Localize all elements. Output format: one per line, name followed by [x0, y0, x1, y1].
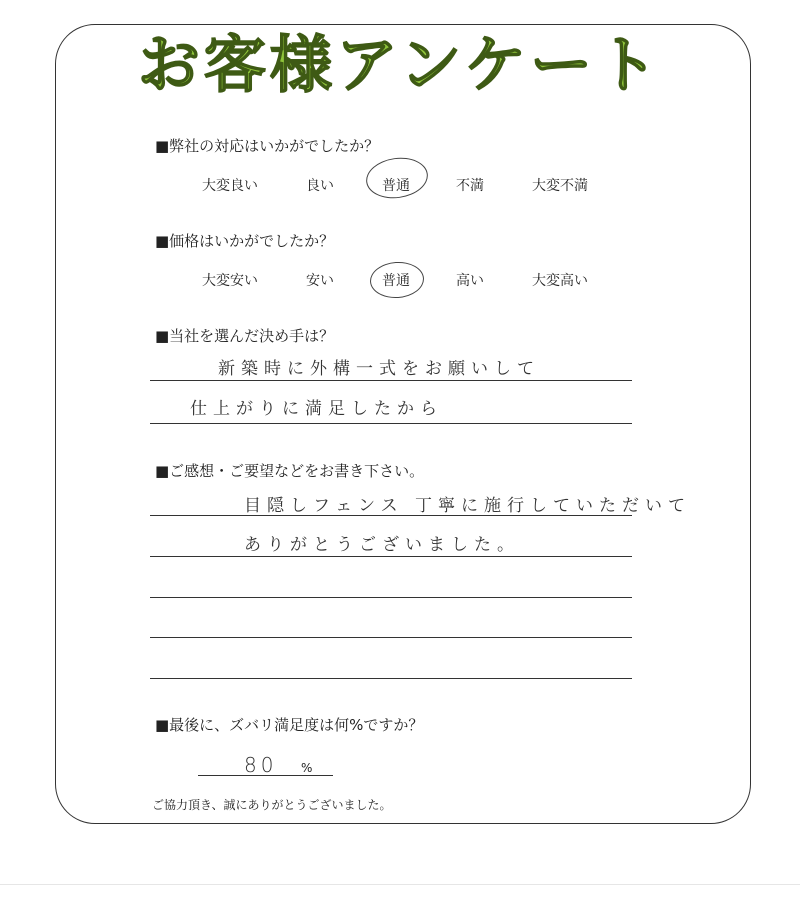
satisfaction-answer-rule	[198, 775, 333, 776]
comments-answer-line-1: 目隠しフェンス 丁寧に施行していただいて	[244, 496, 692, 516]
deciding-factor-answer-line-1: 新築時に外構一式をお願いして	[218, 359, 540, 379]
answer-rule	[150, 515, 632, 516]
price-option-4: 高い	[456, 273, 484, 289]
service-option-1: 大変良い	[202, 178, 258, 194]
answer-rule	[150, 423, 632, 424]
price-option-3-selected: 普通	[382, 273, 410, 289]
price-option-1: 大変安い	[202, 273, 258, 289]
question-deciding-factor: ■当社を選んだ決め手は？	[155, 327, 335, 345]
price-option-2: 安い	[306, 273, 334, 289]
question-comments: ■ご感想・ご要望などをお書き下さい。	[155, 462, 425, 480]
service-option-4: 不満	[456, 178, 484, 194]
deciding-factor-answer-line-2: 仕上がりに満足したから	[190, 399, 443, 419]
service-option-5: 大変不満	[532, 178, 588, 194]
answer-rule	[150, 637, 632, 638]
question-price: ■価格はいかがでしたか？	[155, 232, 335, 250]
thank-you-note: ご協力頂き、誠にありがとうございました。	[152, 798, 392, 812]
page-bottom-rule	[0, 884, 800, 885]
comments-answer-line-2: ありがとうございました。	[244, 535, 520, 555]
service-option-2: 良い	[306, 178, 334, 194]
answer-rule	[150, 597, 632, 598]
answer-rule	[150, 556, 632, 557]
answer-rule	[150, 678, 632, 679]
percent-unit: %	[301, 761, 313, 775]
survey-title: お客様アンケート	[137, 28, 663, 101]
question-satisfaction: ■最後に、ズバリ満足度は何%ですか？	[155, 716, 424, 734]
answer-rule	[150, 380, 632, 381]
question-service: ■弊社の対応はいかがでしたか？	[155, 137, 380, 155]
service-option-3-selected: 普通	[382, 178, 410, 194]
price-option-5: 大変高い	[532, 273, 588, 289]
satisfaction-answer: 80	[244, 753, 278, 777]
